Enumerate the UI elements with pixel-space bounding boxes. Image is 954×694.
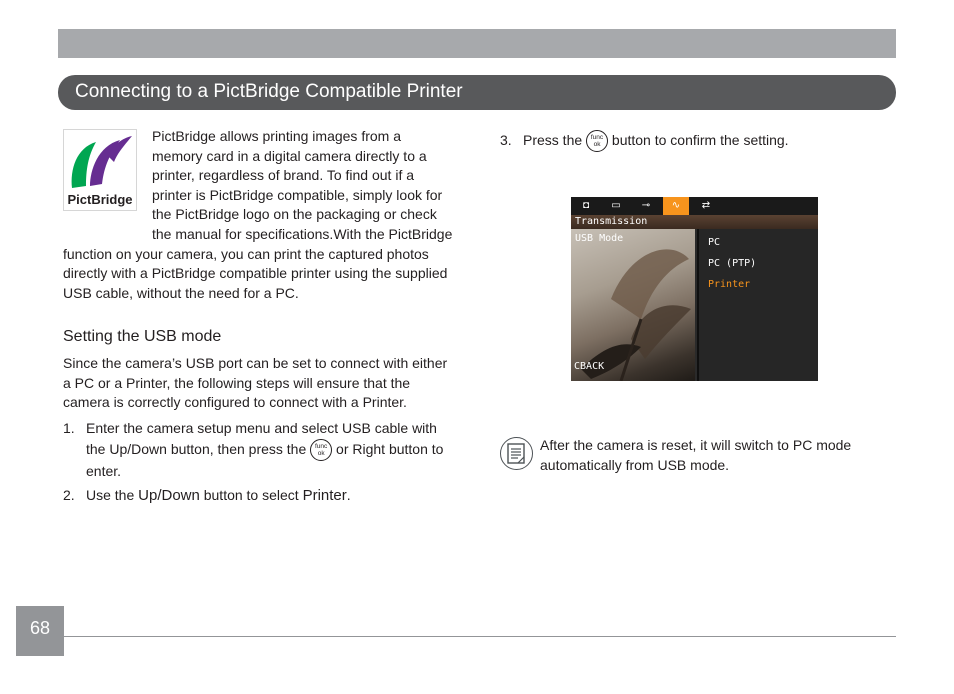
step-3 [500, 130, 890, 156]
intro-paragraph-block [63, 127, 455, 303]
step-1-line3: enter. [86, 463, 122, 480]
section-title-bar [58, 75, 896, 110]
func-ok-button-icon: func ok [586, 130, 608, 152]
page-number: 68 [29, 618, 51, 638]
camera-option-pc-ptp: PC (PTP) [708, 258, 757, 269]
step-number: 1. [63, 420, 75, 436]
footer-divider [64, 636, 896, 637]
step-2-post: . [346, 487, 351, 503]
camera-menu-header [571, 215, 818, 229]
step-2-bold-printer: Printer [302, 487, 347, 504]
step-number: 2. [63, 487, 75, 503]
transmission-tab-icon: ∿ [663, 197, 689, 215]
step-2-pre: Use the [86, 487, 139, 503]
step-1-line2-pre: the Up/Down button, then press the [86, 441, 307, 457]
playback-tab-icon: ▭ [611, 200, 621, 211]
page-number-box [16, 606, 64, 656]
setup-tab-icon: ⊸ [641, 200, 651, 211]
camera-back-label: CBACK [574, 361, 605, 372]
step-2-mid: button to select [199, 487, 303, 503]
camera-option-pc: PC [708, 237, 721, 248]
flower-photo [571, 229, 695, 381]
note-icon [500, 437, 533, 470]
camera-tab-icon: ◘ [582, 200, 590, 211]
func-ok-button-icon: func ok [310, 439, 332, 461]
step-number: 3. [500, 132, 512, 148]
camera-preview-photo [571, 229, 695, 381]
camera-option-printer: Printer [708, 279, 751, 290]
intro-paragraph: PictBridge allows printing images from a memory card in a digital camera directly to a printer, regardless of brand. To find out if a printer is PictBridge compatible, simply look for the PictBridge logo on the packaging or check the manual for specifications.With the PictBridge function on your camera, you can print the captured photos directly with a PictBridge compatible printer using the supplied USB cable, without the need for a PC. [63, 128, 453, 301]
step-3-pre: Press the [523, 132, 583, 148]
connection-tab-icon: ⇄ [701, 200, 711, 211]
step-1-line2-post: or Right button to [336, 441, 444, 457]
camera-menu-header-text: Transmission [575, 216, 648, 227]
note-text: After the camera is reset, it will switch to PC mode automatically from USB mode. [540, 437, 852, 473]
back-icon: C [574, 361, 581, 372]
step-1-line1: Enter the camera setup menu and select USB cable with [86, 420, 437, 436]
step-2-bold-updown: Up/Down [138, 487, 200, 504]
camera-menu-tabs [571, 197, 818, 215]
step-3-post: button to confirm the setting. [611, 132, 789, 148]
step-2 [63, 485, 455, 507]
usb-paragraph: Since the camera’s USB port can be set to connect with either a PC or a Printer, the following steps will ensure that the camera is correctly configured to connect with a Printer. [63, 355, 448, 411]
camera-usb-mode-label: USB Mode [575, 233, 624, 244]
camera-screen [571, 197, 818, 381]
step-1 [63, 418, 455, 482]
camera-option-list [697, 229, 818, 381]
section-heading: Setting the USB mode [63, 328, 222, 345]
pictbridge-logo-text: PictBridge [67, 192, 133, 207]
page-title: Connecting to a PictBridge Compatible Printer [75, 81, 463, 102]
header-band [58, 29, 896, 58]
